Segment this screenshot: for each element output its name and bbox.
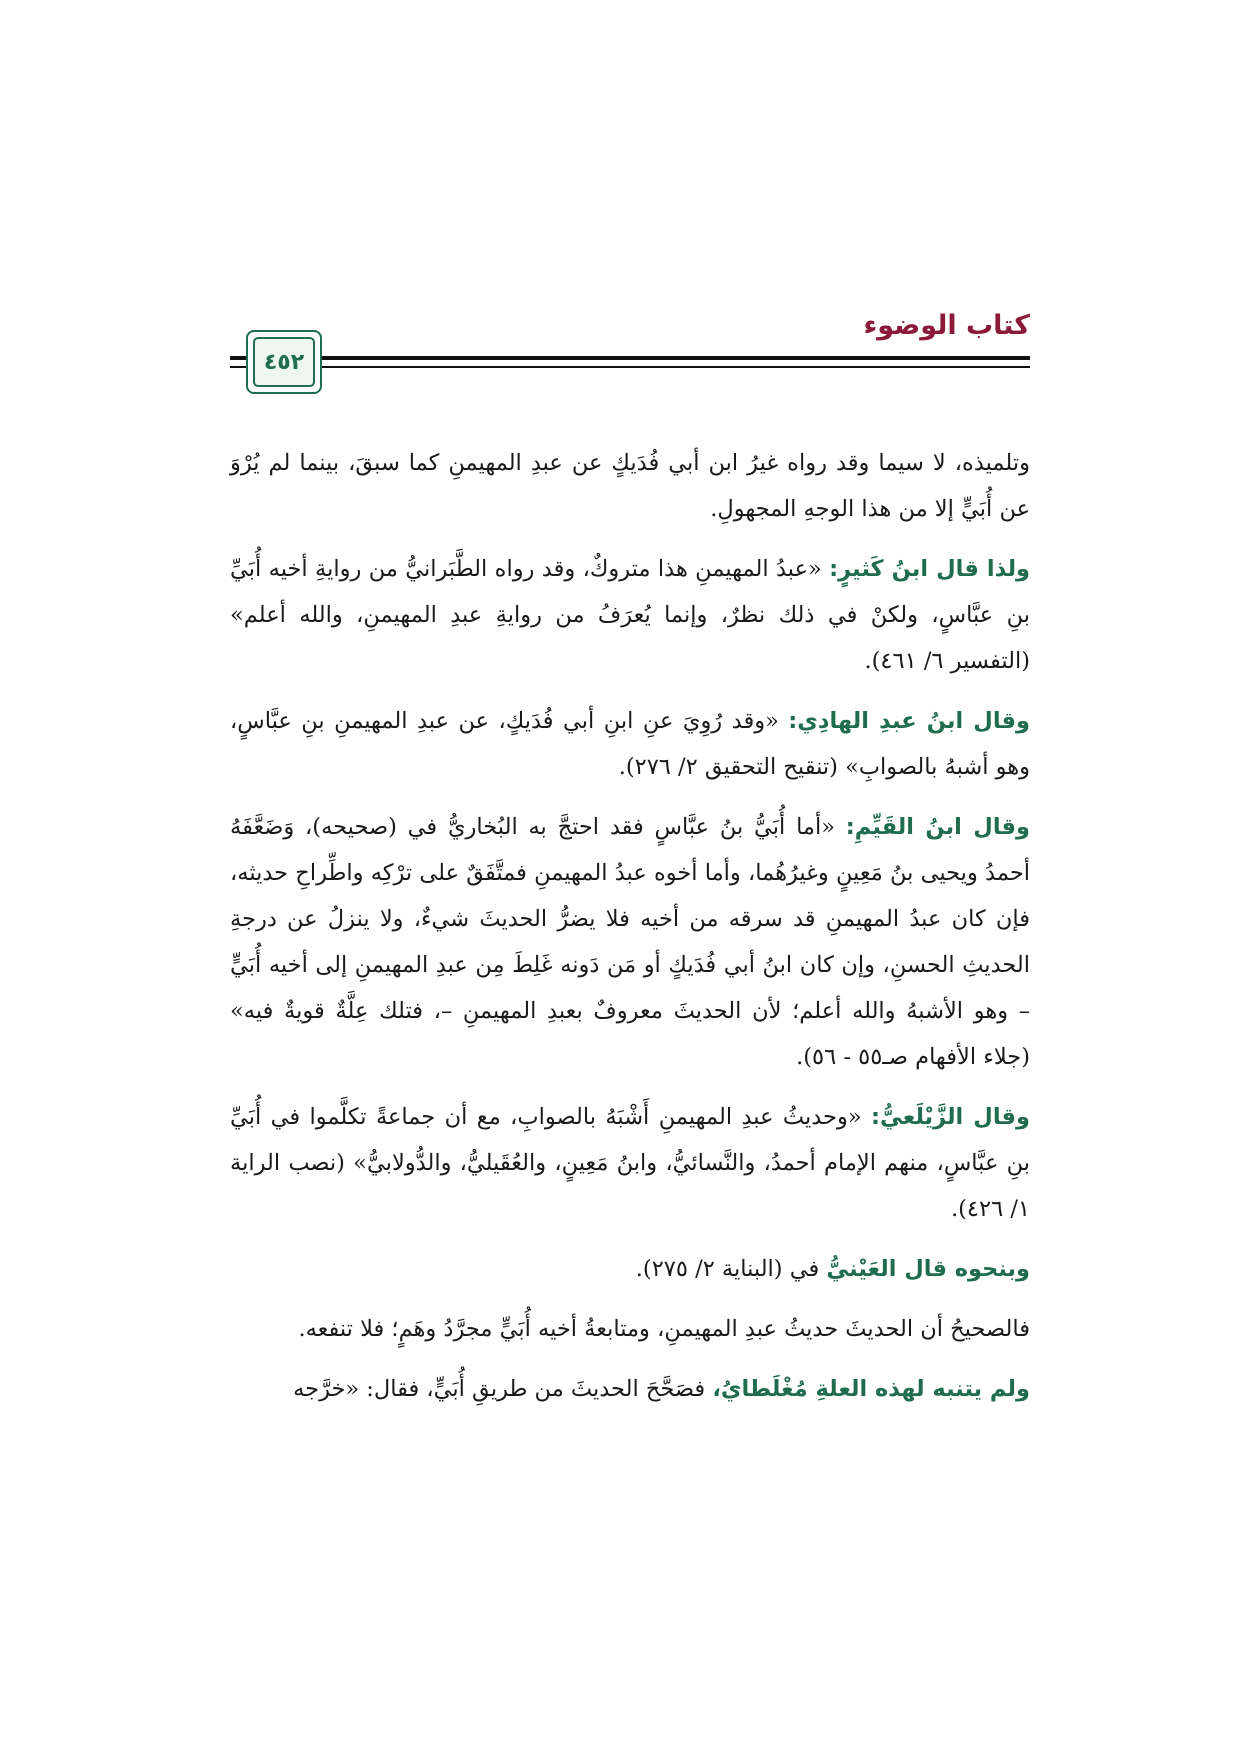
paragraph-text: فالصحيحُ أن الحديثَ حديثُ عبدِ المهيمنِ، ومتابعةُ أخيه أُبَيٍّ مجرَّدُ وهَمٍ؛ فلا تنفعه. [298, 1316, 1030, 1342]
paragraph-lead: وقال الزَّيْلَعيُّ: [870, 1104, 1030, 1130]
paragraph-6 [230, 1246, 1030, 1292]
paragraph-lead: ولم يتنبه لهذه العلةِ مُغْلَطايُ، [712, 1376, 1030, 1402]
paragraph-4 [230, 804, 1030, 1080]
page-body [230, 440, 1030, 1426]
paragraph-lead: وبنحوه قال العَيْنيُّ [826, 1256, 1030, 1282]
page-number-frame [253, 337, 315, 387]
page-number: ٤٥٢ [263, 349, 305, 375]
paragraph-2 [230, 546, 1030, 684]
book-title: كتاب الوضوء [863, 310, 1030, 341]
paragraph-text: «وحديثُ عبدِ المهيمنِ أَشْبَهُ بالصوابِ، مع أن جماعةً تكلَّموا في أُبَيِّ بنِ عبَّاسٍ، منهم الإمام أحمدُ، والنَّسائيُّ، وابنُ مَعِينٍ، والعُقَيليُّ، والدُّولابيُّ» (نصب الراية ١/ ٤٢٦). [230, 1104, 1030, 1222]
paragraph-text: «عبدُ المهيمنِ هذا متروكٌ، وقد رواه الطَّبَرانيُّ من روايةِ أخيه أُبَيِّ بنِ عبَّاسٍ، ولكنْ في ذلك نظرٌ، وإنما يُعرَفُ من روايةِ عبدِ المهيمنِ، والله أعلم» (التفسير ٦/ ٤٦١). [230, 556, 1030, 674]
paragraph-text: في (البناية ٢/ ٢٧٥). [635, 1256, 827, 1282]
paragraph-text: وتلميذه، لا سيما وقد رواه غيرُ ابن أبي فُدَيكٍ عن عبدِ المهيمنِ كما سبقَ، بينما لم يُرْوَ عن أُبَيٍّ إلا من هذا الوجهِ المجهولِ. [230, 450, 1030, 522]
header-rule-thick [230, 356, 1030, 360]
page-number-badge [246, 330, 322, 394]
paragraph-text: فصَحَّحَ الحديثَ من طريقِ أُبَيٍّ، فقال: «خرَّجه [293, 1376, 713, 1402]
paragraph-5 [230, 1094, 1030, 1232]
paragraph-1 [230, 440, 1030, 532]
page-header [230, 310, 1030, 420]
header-rule-thin [230, 366, 1030, 368]
paragraph-lead: وقال ابنُ القَيِّمِ: [845, 814, 1030, 840]
paragraph-8 [230, 1366, 1030, 1412]
paragraph-3 [230, 698, 1030, 790]
paragraph-text: «وقد رُوِيَ عنِ ابنِ أبي فُدَيكٍ، عن عبدِ المهيمنِ بنِ عبَّاسٍ، وهو أشبهُ بالصوابِ» (تنقيح التحقيق ٢/ ٢٧٦). [230, 708, 1030, 780]
paragraph-lead: ولذا قال ابنُ كَثيرٍ: [829, 556, 1030, 582]
paragraph-text: «أما أُبَيُّ بنُ عبَّاسٍ فقد احتجَّ به البُخاريُّ في (صحيحه)، وَضَعَّفَهُ أحمدُ ويحيى بنُ مَعِينٍ وغيرُهُما، وأما أخوه عبدُ المهيمنِ فمتَّفَقٌ على ترْكِه واطِّراحِ حديثه، فإن كان عبدُ المهيمنِ قد سرقه من أخيه فلا يضرُّ الحديثَ شيءٌ، ولا ينزلُ عن درجةِ الحديثِ الحسنِ، وإن كان ابنُ أبي فُدَيكٍ أو مَن دَونه غَلِطَ مِن عبدِ المهيمنِ إلى أخيه أُبَيٍّ – وهو الأشبهُ والله أعلم؛ لأن الحديثَ معروفٌ بعبدِ المهيمنِ –، فتلك عِلَّةٌ قويةٌ فيه» (جلاء الأفهام صـ٥٥ - ٥٦). [230, 814, 1030, 1070]
paragraph-lead: وقال ابنُ عبدِ الهادِي: [788, 708, 1030, 734]
paragraph-7 [230, 1306, 1030, 1352]
